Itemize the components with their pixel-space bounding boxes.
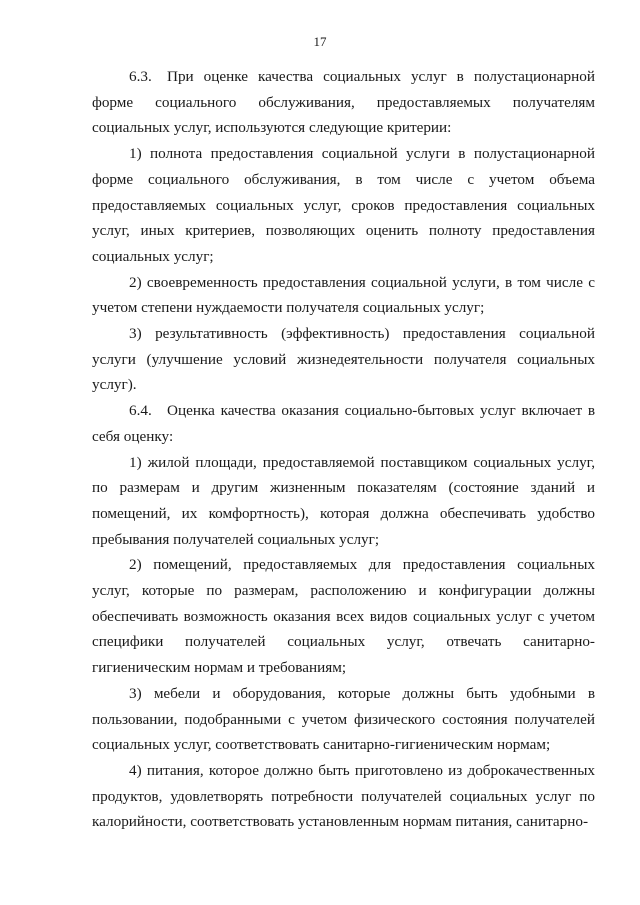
list-item-3: [92, 321, 595, 398]
paragraph-text: 4) питания, которое должно быть приготовлено из доброкачественных продуктов, удовлетворять потребности получателей социальных услуг по калорийности, соответствовать установленным нормам питания, санитарно-: [92, 761, 595, 831]
paragraph-text: 1) полнота предоставления социальной услуги в полустационарной форме социального обслуживания, в том числе с учетом объема предоставляемых социальных услуг, сроков предоставления социальных услуг, иных критериев, позволяющих оценить полноту предоставления социальных услуг;: [92, 145, 595, 265]
paragraph-text: 3) результативность (эффективность) предоставления социальной услуги (улучшение условий жизнедеятельности получателя социальных услуг).: [92, 325, 595, 394]
paragraph-text: При оценке качества социальных услуг в полустационарной форме социального обслуживания, предоставляемых получателям социальных услуг, используются следующие критерии:: [92, 68, 595, 137]
paragraph-text: 2) помещений, предоставляемых для предоставления социальных услуг, которые по размерам, расположению и конфигурации должны обеспечивать возможность оказания всех видов социальных услуг с учетом специфики получателей социальных услуг, отвечать санитарно-гигиеническим нормам и требованиям;: [92, 556, 595, 677]
clause-number: 6.4.: [129, 402, 152, 420]
list-item-1: [92, 450, 595, 553]
list-item-4: [92, 758, 595, 835]
paragraph-text: 3) мебели и оборудования, которые должны быть удобными в пользовании, подобранными с учетом физического состояния получателей социальных услуг, соответствовать санитарно-гигиеническим нормам;: [92, 684, 595, 754]
paragraph-6-4: [92, 398, 595, 449]
paragraph-text: Оценка качества оказания социально-бытовых услуг включает в себя оценку:: [92, 402, 595, 445]
paragraph-text: 1) жилой площади, предоставляемой поставщиком социальных услуг, по размерам и другим жизненным показателям (состояние зданий и помещений, их комфортность), которая должна обеспечивать удобство пребывания получателей социальных услуг;: [92, 453, 595, 548]
list-item-2: [92, 270, 595, 321]
clause-number: 6.3.: [129, 68, 152, 85]
list-item-1: [92, 141, 595, 270]
paragraph-text: 2) своевременность предоставления социальной услуги, в том числе с учетом степени нуждаемости получателя социальных услуг;: [92, 273, 595, 317]
page-number: 17: [313, 34, 327, 49]
list-item-2: [92, 552, 595, 681]
paragraph-6-3: [92, 64, 595, 141]
document-body: [92, 64, 595, 835]
list-item-3: [92, 681, 595, 758]
